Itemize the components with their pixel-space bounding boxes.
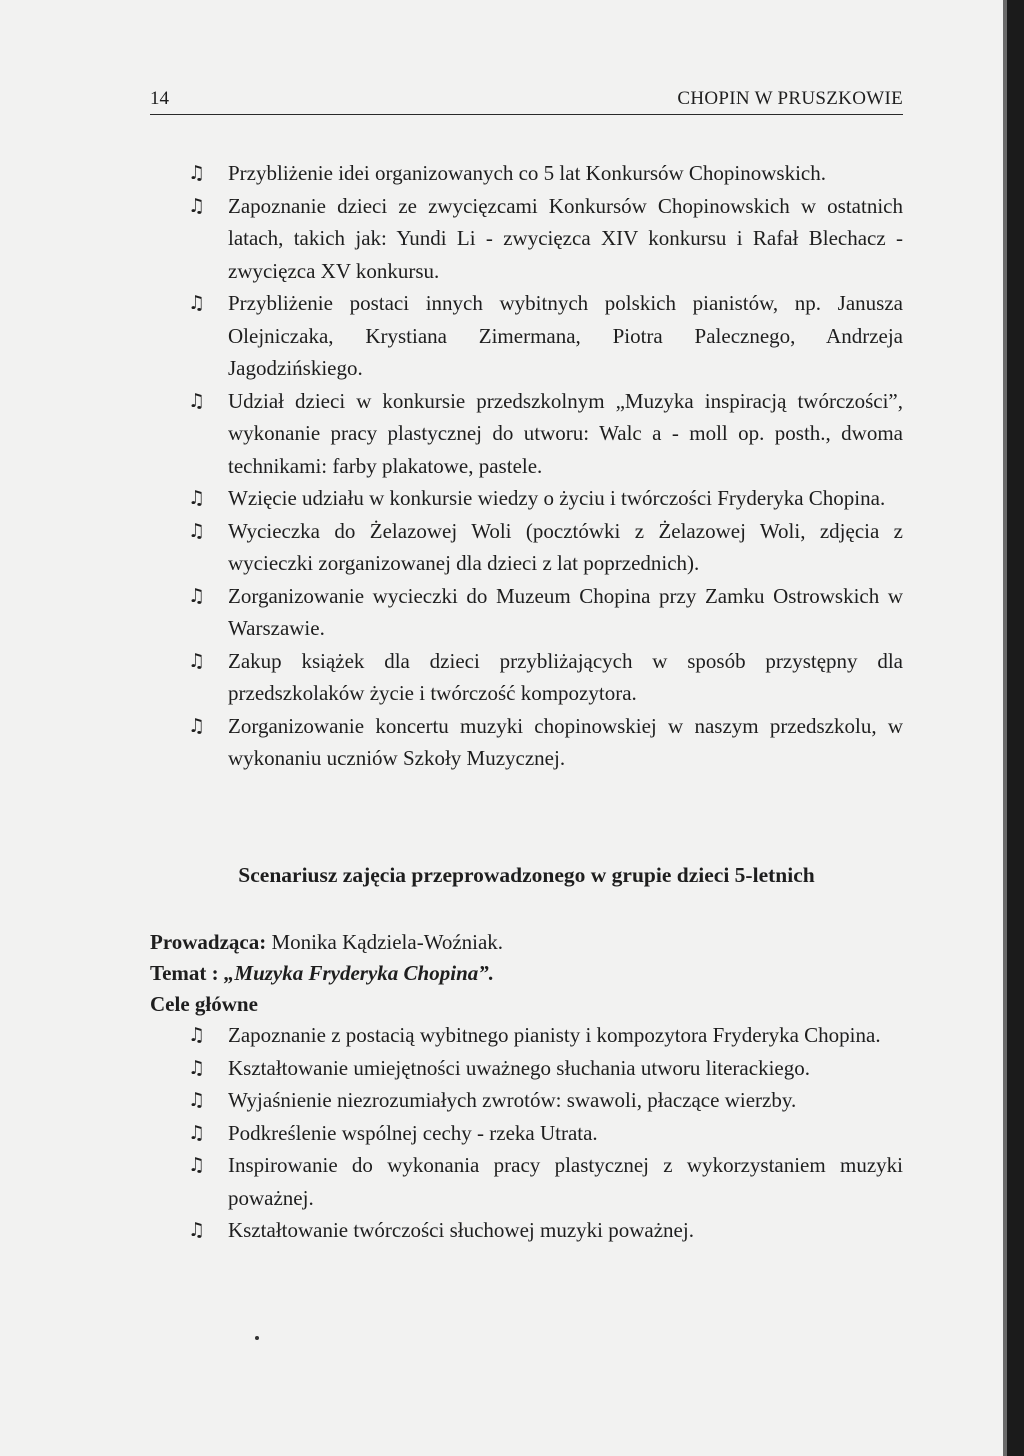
list-item: ♫ Przybliżenie postaci innych wybitnych polskich pianistów, np. Janusza Olejniczaka, Krystiana Zimermana, Piotra Palecznego, Andrzeja Jagodzińskiego.: [150, 287, 903, 385]
scenario-title: Scenariusz zajęcia przeprowadzonego w grupie dzieci 5-letnich: [238, 863, 815, 887]
music-note-icon: ♫: [188, 714, 206, 737]
list-item: ♫ Zorganizowanie wycieczki do Muzeum Chopina przy Zamku Ostrowskich w Warszawie.: [150, 580, 903, 645]
activities-list: [150, 157, 903, 775]
list-item: ♫ Wyjaśnienie niezrozumiałych zwrotów: swawoli, płaczące wierzby.: [150, 1084, 903, 1117]
music-note-icon: ♫: [188, 389, 206, 412]
music-note-icon: ♫: [188, 292, 206, 314]
list-item: ♫ Wycieczka do Żelazowej Woli (pocztówki z Żelazowej Woli, zdjęcia z wycieczki zorganizowanej dla dzieci z lat poprzednich).: [150, 515, 903, 580]
music-note-icon: ♫: [188, 1056, 206, 1079]
goals-heading: Cele główne: [150, 992, 258, 1016]
topic-label: Temat :: [150, 961, 219, 985]
list-item: ♫ Zakup książek dla dzieci przybliżających w sposób przystępny dla przedszkolaków życie i twórczość kompozytora.: [150, 645, 903, 710]
goals-list: [150, 1019, 903, 1247]
music-note-icon: ♫: [188, 1154, 206, 1176]
leader-name: Monika Kądziela-Woźniak.: [271, 930, 504, 954]
music-note-icon: ♫: [188, 487, 206, 509]
topic-line: [150, 957, 903, 989]
music-note-icon: ♫: [188, 584, 206, 607]
music-note-icon: ♫: [188, 1121, 206, 1144]
list-item: ♫ Wzięcie udziału w konkursie wiedzy o życiu i twórczości Fryderyka Chopina.: [150, 482, 903, 515]
list-item: ♫ Udział dzieci w konkursie przedszkolnym „Muzyka inspiracją twórczości”, wykonanie pracy plastycznej do utworu: Walc a - moll op. posth., dwoma technikami: farby plakatowe, pastele.: [150, 385, 903, 483]
leader-label: Prowadząca:: [150, 930, 267, 954]
music-note-icon: ♫: [188, 194, 206, 217]
list-item: ♫ Kształtowanie umiejętności uważnego słuchania utworu literackiego.: [150, 1052, 903, 1085]
list-item: ♫ Zapoznanie z postacią wybitnego pianisty i kompozytora Fryderyka Chopina.: [150, 1019, 903, 1052]
page-binding-edge: [1003, 0, 1024, 1456]
music-note-icon: ♫: [188, 1089, 206, 1111]
list-item: ♫ Przybliżenie idei organizowanych co 5 lat Konkursów Chopinowskich.: [150, 157, 903, 190]
ink-speck: [255, 1336, 259, 1340]
list-item: ♫ Kształtowanie twórczości słuchowej muzyki poważnej.: [150, 1214, 903, 1247]
list-item: ♫ Zapoznanie dzieci ze zwycięzcami Konkursów Chopinowskich w ostatnich latach, takich jak: Yundi Li - zwycięzca XIV konkursu i Rafał Blechacz - zwycięzca XV konkursu.: [150, 190, 903, 288]
list-item: ♫ Podkreślenie wspólnej cechy - rzeka Utrata.: [150, 1117, 903, 1150]
topic-value: „Muzyka Fryderyka Chopina”.: [223, 961, 494, 985]
list-item: ♫ Zorganizowanie koncertu muzyki chopinowskiej w naszym przedszkolu, w wykonaniu uczniów Szkoły Muzycznej.: [150, 710, 903, 775]
page-header: [150, 84, 903, 115]
music-note-icon: ♫: [188, 162, 206, 184]
music-note-icon: ♫: [188, 649, 206, 672]
page-number: 14: [150, 88, 169, 109]
music-note-icon: ♫: [188, 519, 206, 542]
leader-line: [150, 926, 903, 958]
list-item: ♫ Inspirowanie do wykonania pracy plastycznej z wykorzystaniem muzyki poważnej.: [150, 1149, 903, 1214]
music-note-icon: ♫: [188, 1219, 206, 1241]
running-title: CHOPIN W PRUSZKOWIE: [677, 88, 903, 109]
music-note-icon: ♫: [188, 1024, 206, 1046]
